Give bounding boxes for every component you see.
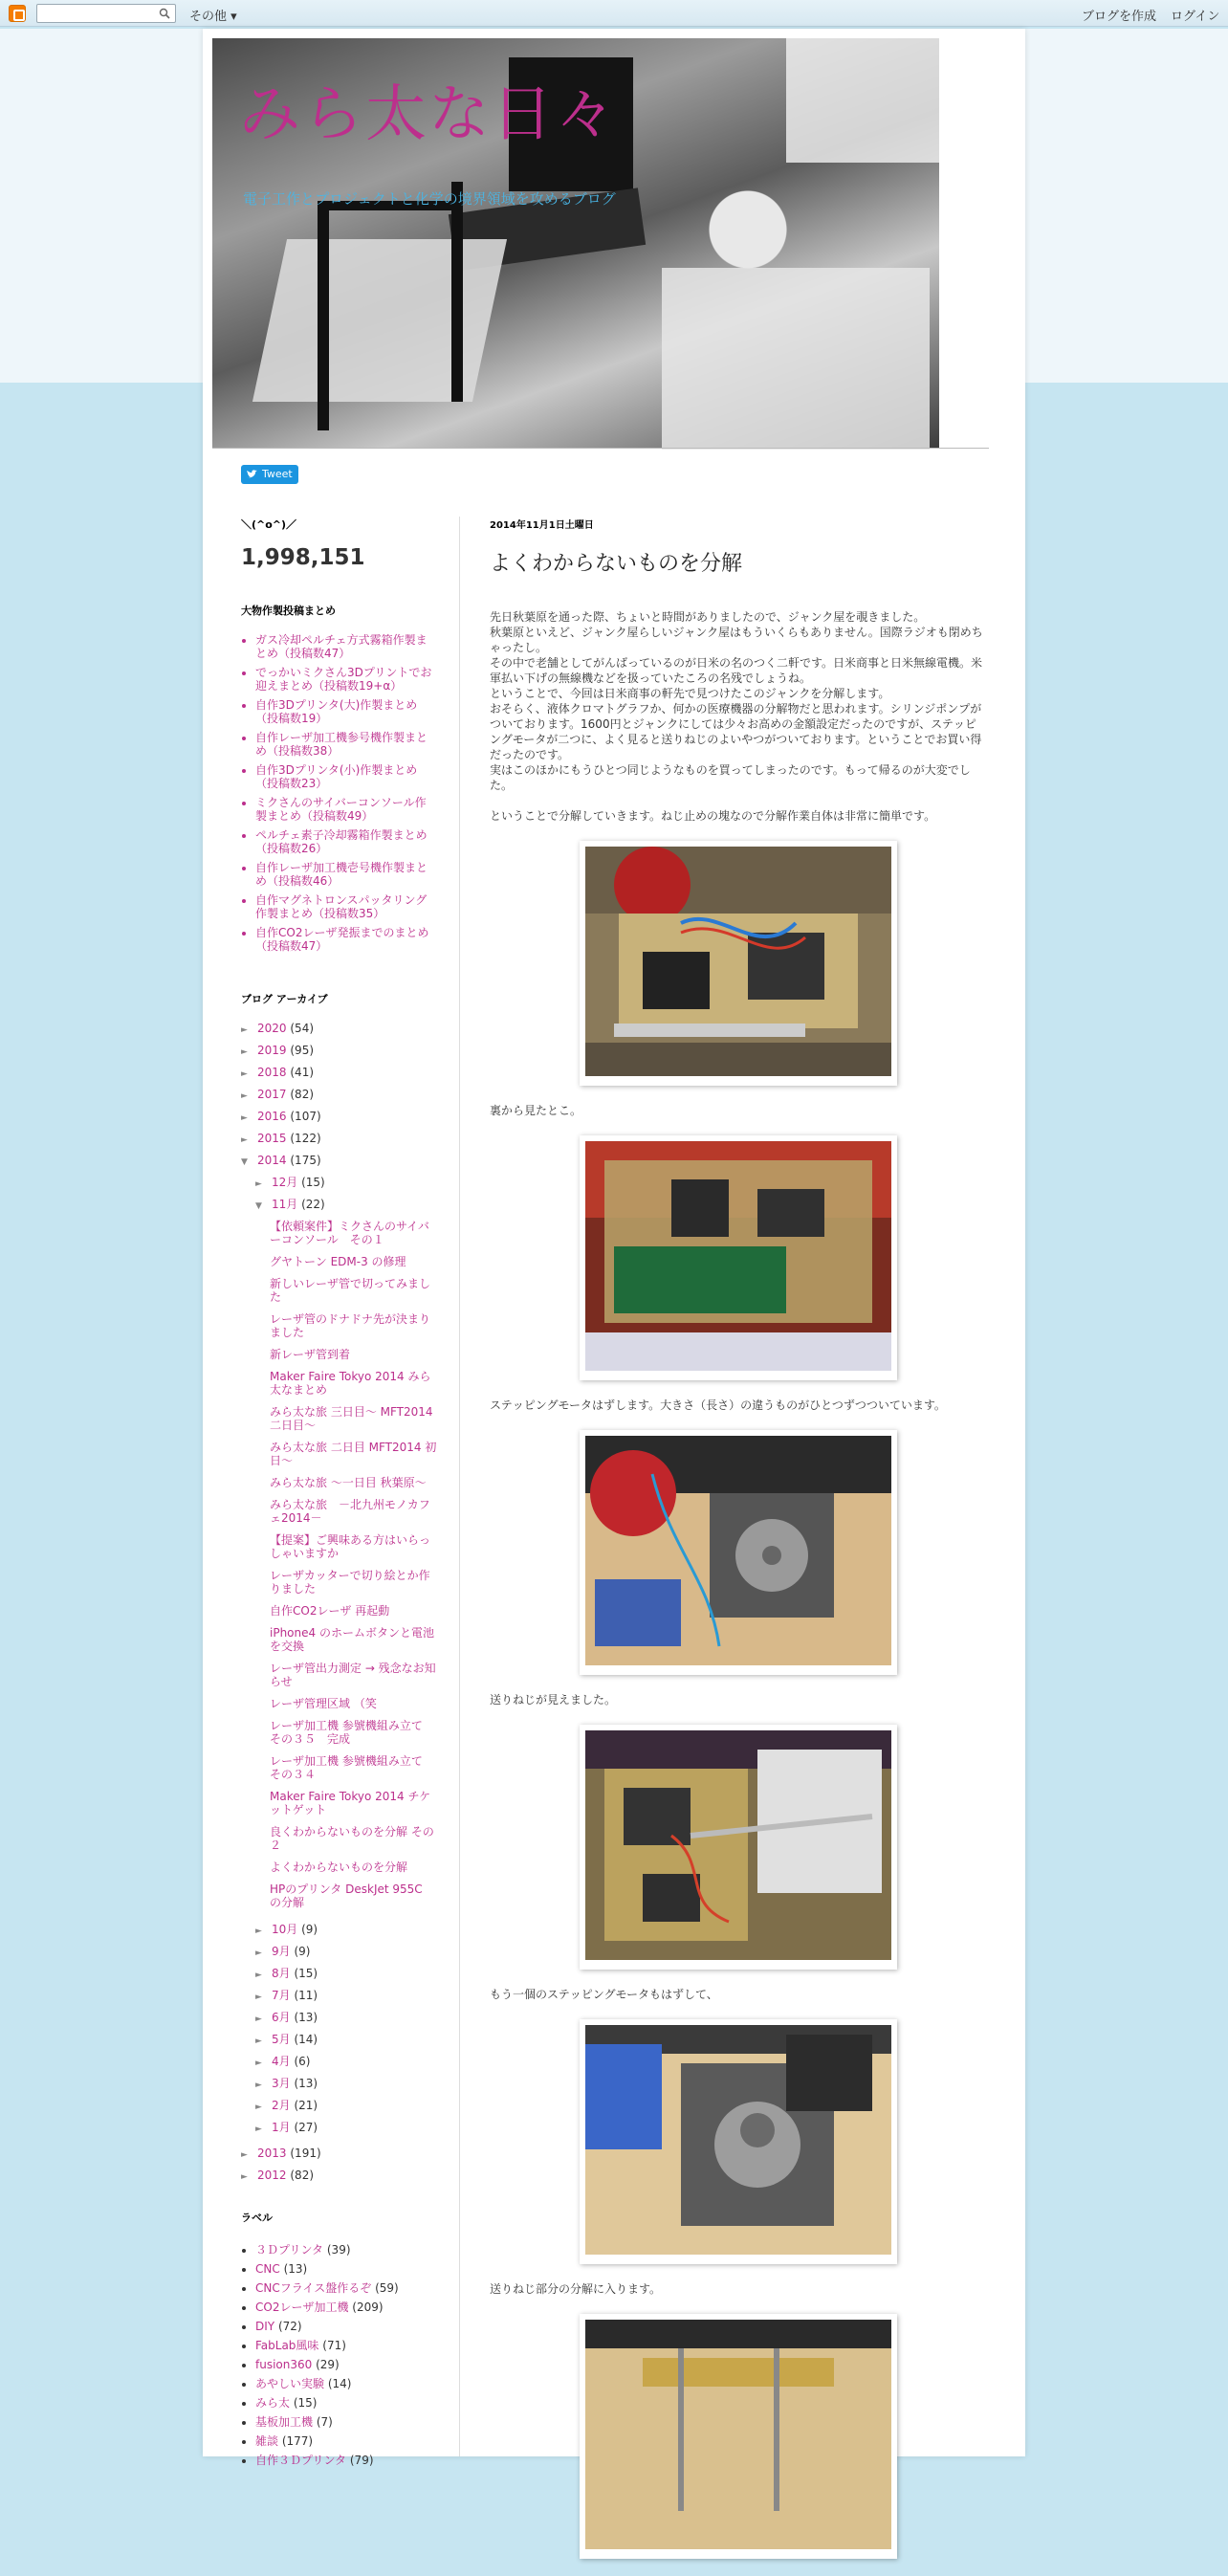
popular-post-link[interactable]: 自作CO2レーザ発振までのまとめ（投稿数47） <box>255 926 429 953</box>
label-item[interactable] <box>255 2432 437 2451</box>
expand-arrow-icon[interactable]: ► <box>255 1926 262 1936</box>
archive-count: (21) <box>294 2099 318 2112</box>
archive-month[interactable] <box>241 1919 437 1941</box>
expand-arrow-icon[interactable]: ► <box>241 1091 248 1101</box>
expand-arrow-icon[interactable]: ► <box>241 1135 248 1145</box>
archive-month[interactable] <box>241 2007 437 2029</box>
popular-post-item[interactable] <box>255 633 437 660</box>
photo-underside <box>585 1141 891 1371</box>
post-photo[interactable] <box>580 1430 897 1675</box>
archive-year-link[interactable]: 2013 <box>257 2147 287 2160</box>
archive-post-link[interactable]: 【依頼案件】ミクさんのサイバーコンソール その１ <box>270 1220 429 1246</box>
archive-post-link[interactable]: 新レーザ管到着 <box>270 1348 351 1361</box>
label-count: (14) <box>327 2377 352 2390</box>
archive-post-link[interactable]: 良くわからないものを分解 その２ <box>270 1825 434 1852</box>
archive-post-link[interactable]: Maker Faire Tokyo 2014 みら太なまとめ <box>270 1370 431 1397</box>
expand-arrow-icon[interactable]: ► <box>241 2150 248 2160</box>
popular-post-link[interactable]: でっかいミクさん3Dプリントでお迎えまとめ（投稿数19+α） <box>255 666 432 693</box>
archive-post-link[interactable]: グヤトーン EDM-3 の修理 <box>270 1255 406 1268</box>
label-count: (39) <box>326 2243 351 2257</box>
archive-year[interactable] <box>241 1062 437 1084</box>
blog-wrapper <box>203 29 1025 2467</box>
popular-post-item[interactable] <box>255 828 437 855</box>
expand-arrow-icon[interactable]: ► <box>255 1949 262 1958</box>
post-text-line: 実はこのほかにもうひとつ同じようなものを買ってしまったのです。もって帰るのが大変でした。 <box>490 763 971 792</box>
popular-post-link[interactable]: ペルチェ素子冷却霧箱作製まとめ（投稿数26） <box>255 828 428 855</box>
photo-syringe-pump <box>585 847 891 1076</box>
labels-widget-title: ラベル <box>241 2212 273 2224</box>
expand-arrow-icon[interactable]: ► <box>255 2125 262 2134</box>
popular-post-link[interactable]: 自作3Dプリンタ(小)作製まとめ（投稿数23） <box>255 763 418 790</box>
archive-post-link[interactable]: みら太な旅 －北九州モノカフェ2014－ <box>270 1498 430 1525</box>
archive-post-link[interactable]: レーザカッターで切り絵とか作りました <box>270 1569 430 1596</box>
post-text-line: その中で老舗としてがんばっているのが日米の名のつく二軒です。日米商事と日米無線電機。米軍払い下げの無線機などを扱っていたころの名残でしょうね。 <box>490 656 983 685</box>
header-photo-detail <box>662 268 930 450</box>
post-photo[interactable] <box>580 1725 897 1970</box>
label-link[interactable]: あやしい実験 <box>255 2377 325 2390</box>
archive-month[interactable] <box>241 1985 437 2007</box>
archive-count: (41) <box>290 1066 315 1079</box>
archive-count: (82) <box>290 2169 315 2182</box>
header-photo-printer-bed <box>252 239 507 402</box>
label-count: (15) <box>293 2396 318 2410</box>
expand-arrow-icon[interactable]: ► <box>241 1069 248 1079</box>
expand-arrow-icon[interactable]: ► <box>255 1971 262 1980</box>
label-link[interactable]: FabLab風味 <box>255 2339 319 2352</box>
archive-year[interactable] <box>241 2165 437 2187</box>
archive-count: (122) <box>290 1132 321 1145</box>
label-link[interactable]: ３Ｄプリンタ <box>255 2243 324 2257</box>
archive-count: (107) <box>290 1110 321 1123</box>
archive-year[interactable] <box>241 1084 437 1106</box>
header-divider <box>212 448 989 449</box>
archive-count: (15) <box>294 1967 318 1980</box>
label-count: (79) <box>349 2454 374 2467</box>
label-count: (72) <box>277 2320 302 2333</box>
label-item[interactable] <box>255 2451 437 2470</box>
archive-count: (54) <box>290 1022 315 1035</box>
archive-month[interactable] <box>241 1194 437 1216</box>
labels-list <box>241 2240 437 2470</box>
expand-arrow-open-icon[interactable]: ▼ <box>255 1201 262 1211</box>
label-count: (7) <box>316 2415 333 2429</box>
blog-archive <box>241 1018 437 2187</box>
popular-post-item[interactable] <box>255 666 437 693</box>
label-link[interactable]: 雑談 <box>255 2434 279 2448</box>
archive-month[interactable] <box>241 1172 437 1194</box>
expand-arrow-icon[interactable]: ► <box>255 2037 262 2046</box>
archive-month-link[interactable]: 11月 <box>272 1198 298 1211</box>
post-text-line: 秋葉原といえど、ジャンク屋らしいジャンク屋はもういくらもありません。国際ラジオも閉めちゃったし。 <box>490 626 983 654</box>
archive-year[interactable] <box>241 1128 437 1150</box>
header-photo-frame <box>318 201 329 430</box>
post-title[interactable]: よくわからないものを分解 <box>490 552 743 576</box>
archive-year-link[interactable]: 2018 <box>257 1066 287 1079</box>
popular-post-link[interactable]: ミクさんのサイバーコンソール作製まとめ（投稿数49） <box>255 796 427 823</box>
popular-post-link[interactable]: 自作レーザ加工機参号機作製まとめ（投稿数38） <box>255 731 428 758</box>
post-photo[interactable] <box>580 841 897 1086</box>
expand-arrow-icon[interactable]: ► <box>241 1113 248 1123</box>
archive-month[interactable] <box>241 2117 437 2139</box>
archive-post-link[interactable]: レーザ加工機 参號機組み立て その３５ 完成 <box>270 1719 423 1746</box>
label-count: (29) <box>316 2358 340 2371</box>
archive-post-link[interactable]: レーザ加工機 参號機組み立て その３４ <box>270 1754 423 1781</box>
twitter-bird-icon <box>247 470 257 479</box>
expand-arrow-icon[interactable]: ► <box>255 2015 262 2024</box>
archive-count: (15) <box>301 1176 325 1189</box>
expand-arrow-icon[interactable]: ► <box>255 1179 262 1189</box>
search-input[interactable] <box>36 4 176 23</box>
archive-month-link[interactable]: 9月 <box>272 1945 291 1958</box>
post-photo[interactable] <box>580 2314 897 2559</box>
tweet-label: Tweet <box>262 468 293 480</box>
archive-month[interactable] <box>241 1941 437 1963</box>
archive-year-link[interactable]: 2016 <box>257 1110 287 1123</box>
popular-post-item[interactable] <box>255 926 437 953</box>
archive-year[interactable] <box>241 1106 437 1128</box>
post-text-line: 先日秋葉原を通った際、ちょいと時間がありましたので、ジャンク屋を覗きました。 <box>490 610 926 624</box>
blog-description: 電子工作とプロジェクトと化学の境界領域を攻めるブログ <box>243 190 616 208</box>
label-item[interactable] <box>255 2412 437 2432</box>
column-divider <box>459 517 460 2456</box>
archive-count: (14) <box>294 2033 318 2046</box>
blogger-navbar <box>0 0 1228 27</box>
label-count: (209) <box>352 2301 384 2314</box>
popular-post-item[interactable] <box>255 861 437 888</box>
archive-post-link[interactable]: 【提案】ご興味ある方はいらっしゃいますか <box>270 1533 431 1560</box>
archive-post-link[interactable]: HPのプリンタ DeskJet 955C の分解 <box>270 1882 423 1909</box>
archive-count: (13) <box>294 2077 318 2090</box>
label-item[interactable] <box>255 2374 437 2393</box>
login-link[interactable]: ログイン <box>1171 10 1220 24</box>
expand-arrow-icon[interactable]: ► <box>255 2103 262 2112</box>
label-link[interactable]: CO2レーザ加工機 <box>255 2301 349 2314</box>
popular-post-item[interactable] <box>255 698 437 725</box>
archive-month-link[interactable]: 2月 <box>272 2099 291 2112</box>
archive-count: (11) <box>294 1989 318 2002</box>
expand-arrow-icon[interactable]: ► <box>241 2172 248 2182</box>
search-icon[interactable] <box>159 8 170 19</box>
label-count: (59) <box>375 2281 399 2295</box>
label-count: (71) <box>322 2339 346 2352</box>
archive-year[interactable] <box>241 1150 437 1172</box>
archive-month-link[interactable]: 12月 <box>272 1176 298 1189</box>
popular-posts-list <box>241 633 437 953</box>
archive-count: (6) <box>294 2055 311 2068</box>
create-blog-link[interactable]: ブログを作成 <box>1082 10 1157 24</box>
archive-widget-title: ブログ アーカイブ <box>241 993 328 1005</box>
label-item[interactable] <box>255 2279 437 2298</box>
header-photo-frame <box>451 182 463 402</box>
expand-arrow-icon[interactable]: ► <box>241 1047 248 1057</box>
archive-month-link[interactable]: 8月 <box>272 1967 291 1980</box>
label-link[interactable]: DIY <box>255 2320 275 2333</box>
header-image[interactable] <box>212 38 939 449</box>
popular-widget-title: 大物作製投稿まとめ <box>241 605 336 617</box>
archive-year-link[interactable]: 2020 <box>257 1022 287 1035</box>
archive-post-link[interactable]: 新しいレーザ管で切ってみました <box>270 1277 431 1304</box>
archive-month[interactable] <box>241 1963 437 1985</box>
archive-count: (13) <box>294 2011 318 2024</box>
archive-month-link[interactable]: 5月 <box>272 2033 291 2046</box>
archive-year-link[interactable]: 2015 <box>257 1132 287 1145</box>
pageview-counter: 1,998,151 <box>241 545 365 570</box>
post-paragraph: ということで分解していきます。ねじ止めの塊なので分解作業自体は非常に簡単です。 <box>490 809 936 823</box>
label-item[interactable] <box>255 2355 437 2374</box>
archive-post-link[interactable]: レーザ管のドナドナ先が決まりました <box>270 1312 431 1339</box>
label-link[interactable]: みら太 <box>255 2396 291 2410</box>
photo-caption: 裏から見たとこ。 <box>490 1104 582 1117</box>
post-photo[interactable] <box>580 2019 897 2264</box>
photo-caption: ステッピングモータはずします。大きさ（長さ）の違うものがひとつずつついています。 <box>490 1398 946 1412</box>
archive-month[interactable] <box>241 2095 437 2117</box>
archive-count: (95) <box>290 1044 315 1057</box>
label-item[interactable] <box>255 2240 437 2259</box>
archive-count: (9) <box>301 1923 318 1936</box>
blogger-logo-icon[interactable] <box>9 5 26 22</box>
label-count: (177) <box>281 2434 314 2448</box>
archive-year-link[interactable]: 2017 <box>257 1088 287 1101</box>
label-link[interactable]: CNC <box>255 2262 280 2276</box>
post-photo[interactable] <box>580 1135 897 1380</box>
archive-year-link[interactable]: 2012 <box>257 2169 287 2182</box>
expand-arrow-icon[interactable]: ► <box>255 2059 262 2068</box>
post-text-line: おそらく、液体クロマトグラフか、何かの医療機器の分解物だと思われます。シリンジポンプがついております。1600円とジャンクにしては少々お高めの金額設定だったのですが、ステッピングモータが二つに、よく見ると送りねじのよいやつがついております。ということでお買い得だったのです。 <box>490 702 982 761</box>
archive-year-link[interactable]: 2019 <box>257 1044 287 1057</box>
more-menu[interactable]: その他 ▾ <box>189 10 237 24</box>
label-link[interactable]: 基板加工機 <box>255 2415 314 2429</box>
popular-post-item[interactable] <box>255 893 437 920</box>
archive-post-link[interactable]: iPhone4 のホームボタンと電池を交換 <box>270 1626 434 1653</box>
archive-post-link[interactable]: みら太な旅 三日目～ MFT2014 二日目～ <box>270 1405 433 1432</box>
post-body <box>490 609 987 2559</box>
expand-arrow-icon[interactable]: ► <box>255 2081 262 2090</box>
popular-post-item[interactable] <box>255 796 437 823</box>
blog-post <box>490 517 987 2576</box>
archive-post-link[interactable]: レーザ管出力測定 → 残念なお知らせ <box>270 1662 436 1688</box>
photo-lead-screw-disassembly <box>585 2320 891 2549</box>
archive-year[interactable] <box>241 1018 437 1040</box>
archive-year[interactable] <box>241 1040 437 1062</box>
sidebar <box>241 517 437 2470</box>
label-link[interactable]: 自作３Ｄプリンタ <box>255 2454 347 2467</box>
photo-second-motor <box>585 2025 891 2255</box>
tweet-button[interactable] <box>241 465 298 484</box>
archive-month-link[interactable]: 3月 <box>272 2077 291 2090</box>
label-item[interactable] <box>255 2259 437 2279</box>
photo-caption: 送りねじ部分の分解に入ります。 <box>490 2282 662 2296</box>
archive-month[interactable] <box>241 2073 437 2095</box>
label-item[interactable] <box>255 2298 437 2317</box>
blog-title[interactable]: みら太な日々 <box>239 79 618 150</box>
popular-post-link[interactable]: ガス冷却ペルチェ方式霧箱作製まとめ（投稿数47） <box>255 633 428 660</box>
photo-lead-screw <box>585 1730 891 1960</box>
archive-count: (22) <box>301 1198 325 1211</box>
archive-post-link[interactable]: 自作CO2レーザ 再起動 <box>270 1604 390 1618</box>
photo-stepper-motor <box>585 1436 891 1665</box>
archive-post-link[interactable]: Maker Faire Tokyo 2014 チケットゲット <box>270 1790 431 1816</box>
archive-month-link[interactable]: 1月 <box>272 2121 291 2134</box>
post-text-line: ということで、今回は日米商事の軒先で見つけたこのジャンクを分解します。 <box>490 687 890 700</box>
archive-count: (82) <box>290 1088 315 1101</box>
label-count: (13) <box>283 2262 308 2276</box>
counter-widget-title: ＼(^o^)／ <box>241 518 297 531</box>
expand-arrow-icon[interactable]: ► <box>255 1993 262 2002</box>
archive-post-link[interactable]: みら太な旅 〜一日目 秋葉原〜 <box>270 1476 427 1489</box>
archive-count: (9) <box>294 1945 311 1958</box>
archive-post-link[interactable]: みら太な旅 二日目 MFT2014 初日～ <box>270 1441 437 1467</box>
post-date: 2014年11月1日土曜日 <box>490 520 594 531</box>
header-photo-detail <box>786 38 939 163</box>
post-intro <box>490 609 987 793</box>
archive-post-link[interactable]: よくわからないものを分解 <box>270 1860 408 1874</box>
archive-month-link[interactable]: 7月 <box>272 1989 291 2002</box>
label-link[interactable]: fusion360 <box>255 2358 313 2371</box>
archive-month[interactable] <box>241 2051 437 2073</box>
label-item[interactable] <box>255 2317 437 2336</box>
archive-post-link[interactable]: レーザ管理区域 （笑 <box>270 1697 377 1710</box>
archive-count: (175) <box>290 1154 321 1167</box>
photo-caption: 送りねじが見えました。 <box>490 1693 617 1706</box>
popular-post-item[interactable] <box>255 731 437 758</box>
popular-post-item[interactable] <box>255 763 437 790</box>
expand-arrow-icon[interactable]: ► <box>241 1025 248 1035</box>
label-item[interactable] <box>255 2393 437 2412</box>
expand-arrow-open-icon[interactable]: ▼ <box>241 1157 248 1167</box>
popular-post-link[interactable]: 自作マグネトロンスパッタリング作製まとめ（投稿数35） <box>255 893 428 920</box>
archive-year-link[interactable]: 2014 <box>257 1154 287 1167</box>
archive-count: (191) <box>290 2147 321 2160</box>
archive-month-link[interactable]: 10月 <box>272 1923 298 1936</box>
photo-caption: もう一個のステッピングモータもはずして、 <box>490 1988 718 2001</box>
label-item[interactable] <box>255 2336 437 2355</box>
archive-month-link[interactable]: 4月 <box>272 2055 291 2068</box>
popular-post-link[interactable]: 自作3Dプリンタ(大)作製まとめ（投稿数19） <box>255 698 418 725</box>
popular-post-link[interactable]: 自作レーザ加工機壱号機作製まとめ（投稿数46） <box>255 861 428 888</box>
label-link[interactable]: CNCフライス盤作るぞ <box>255 2281 372 2295</box>
archive-year[interactable] <box>241 2143 437 2165</box>
archive-month[interactable] <box>241 2029 437 2051</box>
archive-count: (27) <box>294 2121 318 2134</box>
archive-month-link[interactable]: 6月 <box>272 2011 291 2024</box>
